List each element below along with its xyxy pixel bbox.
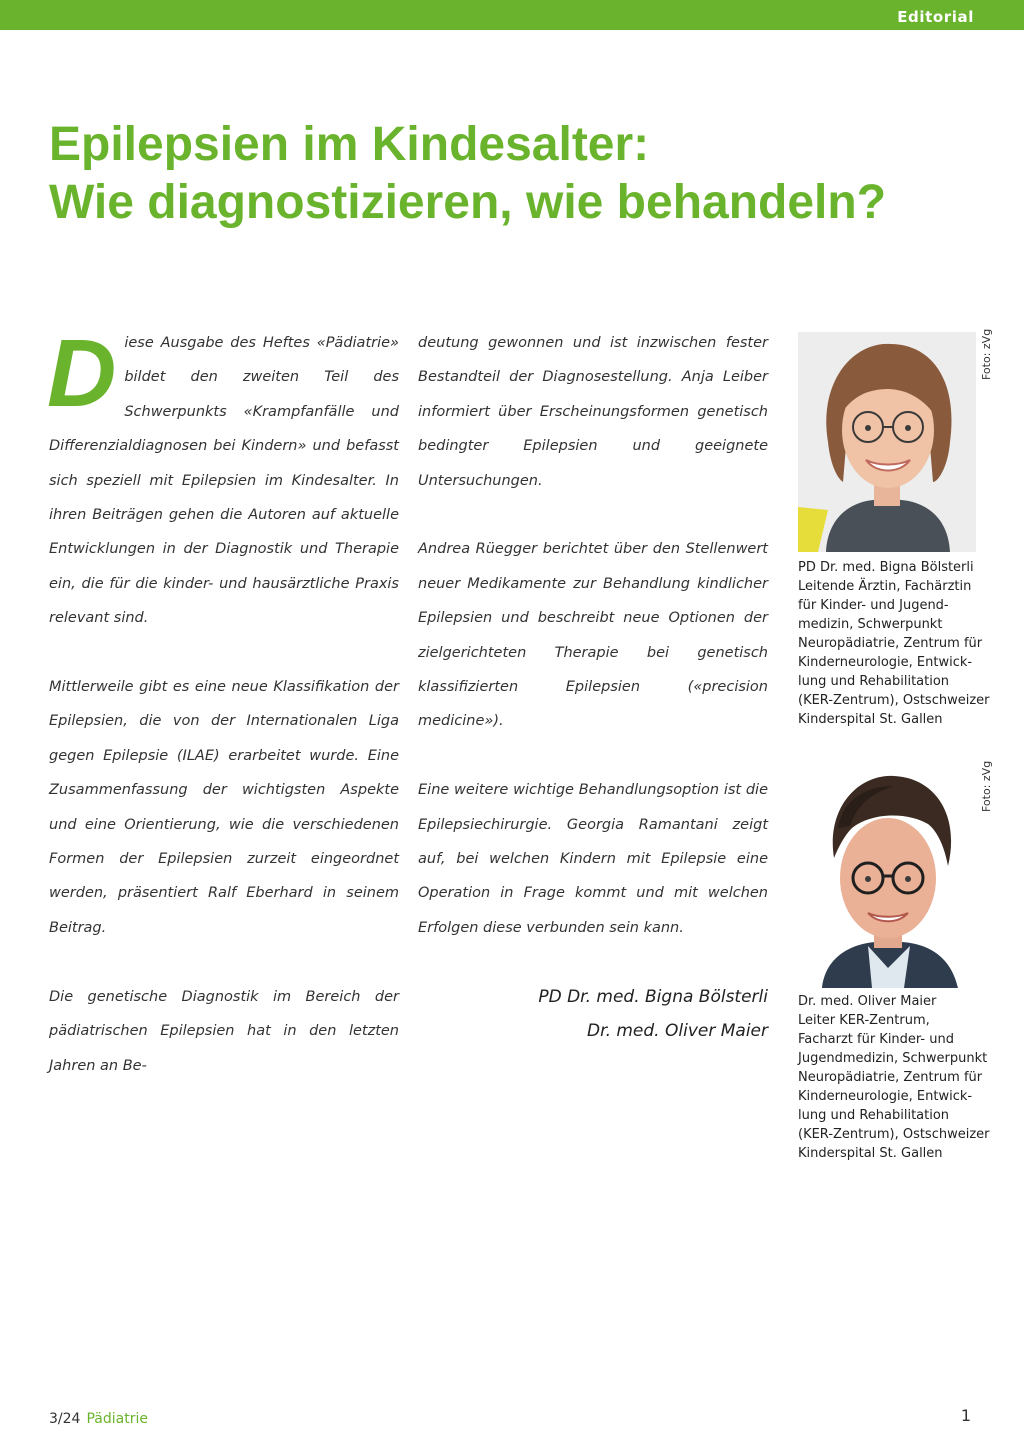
author-photo-maier [798, 768, 976, 988]
caption-line: für Kinder- und Jugend- [798, 598, 949, 613]
caption-line: Neuropädiatrie, Zentrum für [798, 636, 983, 651]
author-photo-boelsterli [798, 332, 976, 552]
article-column-middle [418, 326, 768, 1048]
editorial-signature [418, 980, 768, 1049]
article-headline [49, 116, 989, 232]
caption-line: Jugendmedizin, Schwerpunkt [798, 1051, 988, 1066]
author-caption-maier [798, 992, 998, 1163]
issue-number: 3/24 [49, 1411, 81, 1427]
paragraph-genetics-end: deutung gewonnen und ist inzwischen fester Bestandteil der Diagnosestellung. Anja Leiber informiert über Erscheinungsformen genetisch bedingter Epilepsien und geeignete Untersuchungen. [418, 335, 768, 489]
headline-line-2: Wie diagnostizieren, wie behandeln? [49, 176, 887, 229]
caption-line: (KER-Zentrum), Ostschweizer [798, 1127, 990, 1142]
paragraph-medication: Andrea Rüegger berichtet über den Stellenwert neuer Medikamente zur Behandlung kindlicher Epilepsien und beschreibt neue Optionen der zielgerichteten Therapie bei genetisch klassifizierten Epilepsien («precision medicine»). [418, 541, 768, 730]
paragraph-classification: Mittlerweile gibt es eine neue Klassifikation der Epilepsien, die von der Internationalen Liga gegen Epilepsie (ILAE) erarbeitet wurde. Eine Zusammenfassung der wichtigsten Aspekte und eine Orientierung, wie die verschiedenen Formen der Epilepsien zurzeit eingeordnet werden, präsentiert Ralf Eberhard in seinem Beitrag. [49, 679, 399, 936]
signature-name-1: PD Dr. med. Bigna Bölsterli [538, 986, 768, 1007]
paragraph-intro-text: iese Ausgabe des Heftes «Pädiatrie» bildet den zweiten Teil des Schwerpunkts «Krampfanfälle und Differenzialdiagnosen bei Kindern» und befasst sich speziell mit Epilepsien im Kindesalter. In ihren Beiträgen gehen die Autoren auf aktuelle Entwicklungen in der Diagnostik und Therapie ein, die für die kinder- und hausärztliche Praxis relevant sind. [49, 335, 399, 627]
caption-line: Kinderneurologie, Entwick- [798, 655, 973, 670]
caption-line: lung und Rehabilitation [798, 674, 950, 689]
caption-line: Leiter KER-Zentrum, [798, 1013, 930, 1028]
caption-line: Leitende Ärztin, Fachärztin [798, 579, 972, 594]
caption-line: medizin, Schwerpunkt [798, 617, 943, 632]
paragraph-genetics-start: Die genetische Diagnostik im Bereich der pädiatrischen Epilepsien hat in den letzten Jahren an Be- [49, 988, 399, 1074]
headline-line-1: Epilepsien im Kindesalter: [49, 118, 650, 171]
caption-line: (KER-Zentrum), Ostschweizer [798, 693, 990, 708]
paragraph-intro [47, 320, 399, 636]
page-number: 1 [960, 1406, 971, 1425]
magazine-name: Pädiatrie [86, 1411, 148, 1427]
page-footer [49, 1411, 148, 1427]
article-column-left [47, 320, 399, 1083]
caption-line: PD Dr. med. Bigna Bölsterli [798, 560, 974, 575]
caption-line: Kinderspital St. Gallen [798, 712, 943, 727]
author-caption-boelsterli [798, 558, 998, 729]
photo-credit-2: Foto: zVg [980, 760, 993, 812]
drop-cap: D [47, 320, 117, 427]
photo-credit-1: Foto: zVg [980, 328, 993, 380]
caption-line: Facharzt für Kinder- und [798, 1032, 954, 1047]
header-bar [0, 0, 1024, 30]
signature-name-2: Dr. med. Oliver Maier [587, 1021, 768, 1042]
caption-line: Kinderspital St. Gallen [798, 1146, 943, 1161]
caption-line: lung und Rehabilitation [798, 1108, 950, 1123]
section-label: Editorial [897, 8, 974, 26]
caption-line: Dr. med. Oliver Maier [798, 994, 937, 1009]
caption-line: Kinderneurologie, Entwick- [798, 1089, 973, 1104]
caption-line: Neuropädiatrie, Zentrum für [798, 1070, 983, 1085]
paragraph-surgery: Eine weitere wichtige Behandlungsoption ist die Epilepsiechirurgie. Georgia Ramantani zeigt auf, bei welchen Kindern mit Epilepsie eine Operation in Frage kommt und mit welchen Erfolgen diese verbunden sein kann. [418, 782, 768, 936]
